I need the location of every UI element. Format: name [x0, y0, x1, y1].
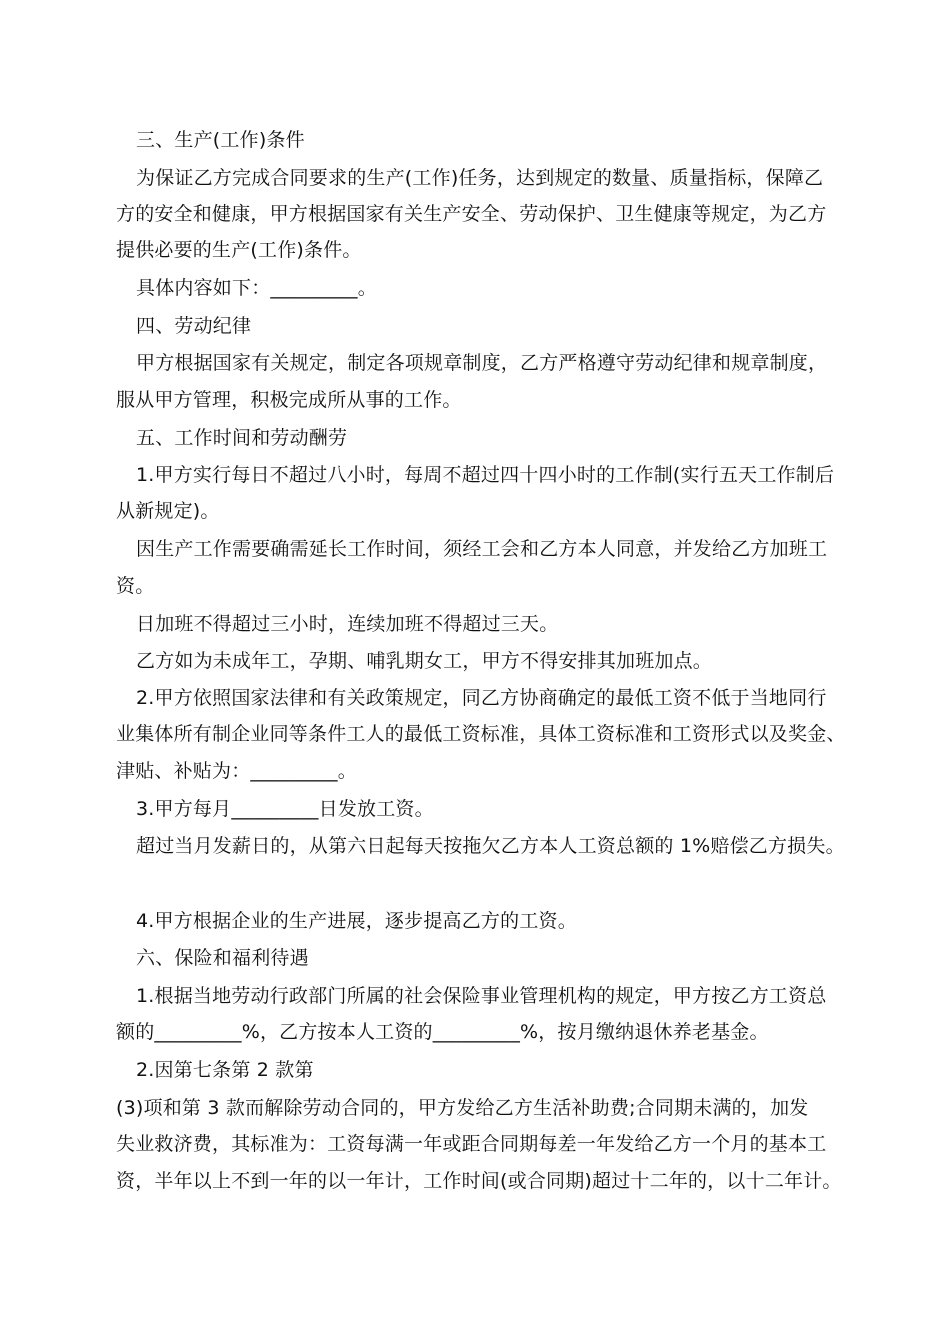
- paragraph-line: 具体内容如下：_________。: [136, 277, 377, 299]
- paragraph-line: 1.根据当地劳动行政部门所属的社会保险事业管理机构的规定，甲方按乙方工资总: [136, 985, 827, 1007]
- section-heading-insurance-welfare: 六、保险和福利待遇: [136, 947, 309, 969]
- paragraph-line: 超过当月发薪日的，从第六日起每天按拖欠乙方本人工资总额的 1%赔偿乙方损失。: [136, 835, 845, 857]
- paragraph-line: 1.甲方实行每日不超过八小时，每周不超过四十四小时的工作制(实行五天工作制后: [136, 464, 835, 486]
- paragraph-line: 4.甲方根据企业的生产进展，逐步提高乙方的工资。: [136, 910, 577, 932]
- paragraph-line: 乙方如为未成年工，孕期、哺乳期女工，甲方不得安排其加班加点。: [136, 650, 713, 672]
- paragraph-line: 额的_________%，乙方按本人工资的_________%，按月缴纳退休养老基金。: [116, 1021, 769, 1043]
- paragraph-line: 从新规定)。: [116, 500, 220, 522]
- paragraph-line: 2.因第七条第 2 款第: [136, 1059, 314, 1081]
- paragraph-line: 日加班不得超过三小时，连续加班不得超过三天。: [136, 613, 559, 635]
- section-heading-production-conditions: 三、生产(工作)条件: [136, 129, 305, 151]
- paragraph-line: 3.甲方每月_________日发放工资。: [136, 798, 434, 820]
- paragraph-line: 提供必要的生产(工作)条件。: [116, 239, 362, 261]
- paragraph-line: 甲方根据国家有关规定，制定各项规章制度，乙方严格遵守劳动纪律和规章制度，: [136, 352, 828, 374]
- paragraph-line: 失业救济费，其标准为：工资每满一年或距合同期每差一年发给乙方一个月的基本工: [116, 1133, 827, 1155]
- paragraph-line: (3)项和第 3 款而解除劳动合同的，甲方发给乙方生活补助费;合同期未满的，加发: [116, 1097, 809, 1119]
- paragraph-line: 因生产工作需要确需延长工作时间，须经工会和乙方本人同意，并发给乙方加班工: [136, 538, 828, 560]
- paragraph-line: 津贴、补贴为：_________。: [116, 760, 357, 782]
- paragraph-line: 资，半年以上不到一年的以一年计，工作时间(或合同期)超过十二年的，以十二年计。: [116, 1170, 842, 1192]
- paragraph-line: 资。: [116, 575, 155, 597]
- paragraph-line: 方的安全和健康，甲方根据国家有关生产安全、劳动保护、卫生健康等规定，为乙方: [116, 203, 827, 225]
- paragraph-line: 为保证乙方完成合同要求的生产(工作)任务，达到规定的数量、质量指标，保障乙: [136, 167, 824, 189]
- section-heading-working-hours: 五、工作时间和劳动酬劳: [136, 427, 348, 449]
- section-heading-labor-discipline: 四、劳动纪律: [136, 315, 252, 337]
- paragraph-line: 服从甲方管理，积极完成所从事的工作。: [116, 389, 462, 411]
- paragraph-line: 业集体所有制企业同等条件工人的最低工资标准，具体工资标准和工资形式以及奖金、: [116, 723, 846, 745]
- paragraph-line: 2.甲方依照国家法律和有关政策规定，同乙方协商确定的最低工资不低于当地同行: [136, 687, 827, 709]
